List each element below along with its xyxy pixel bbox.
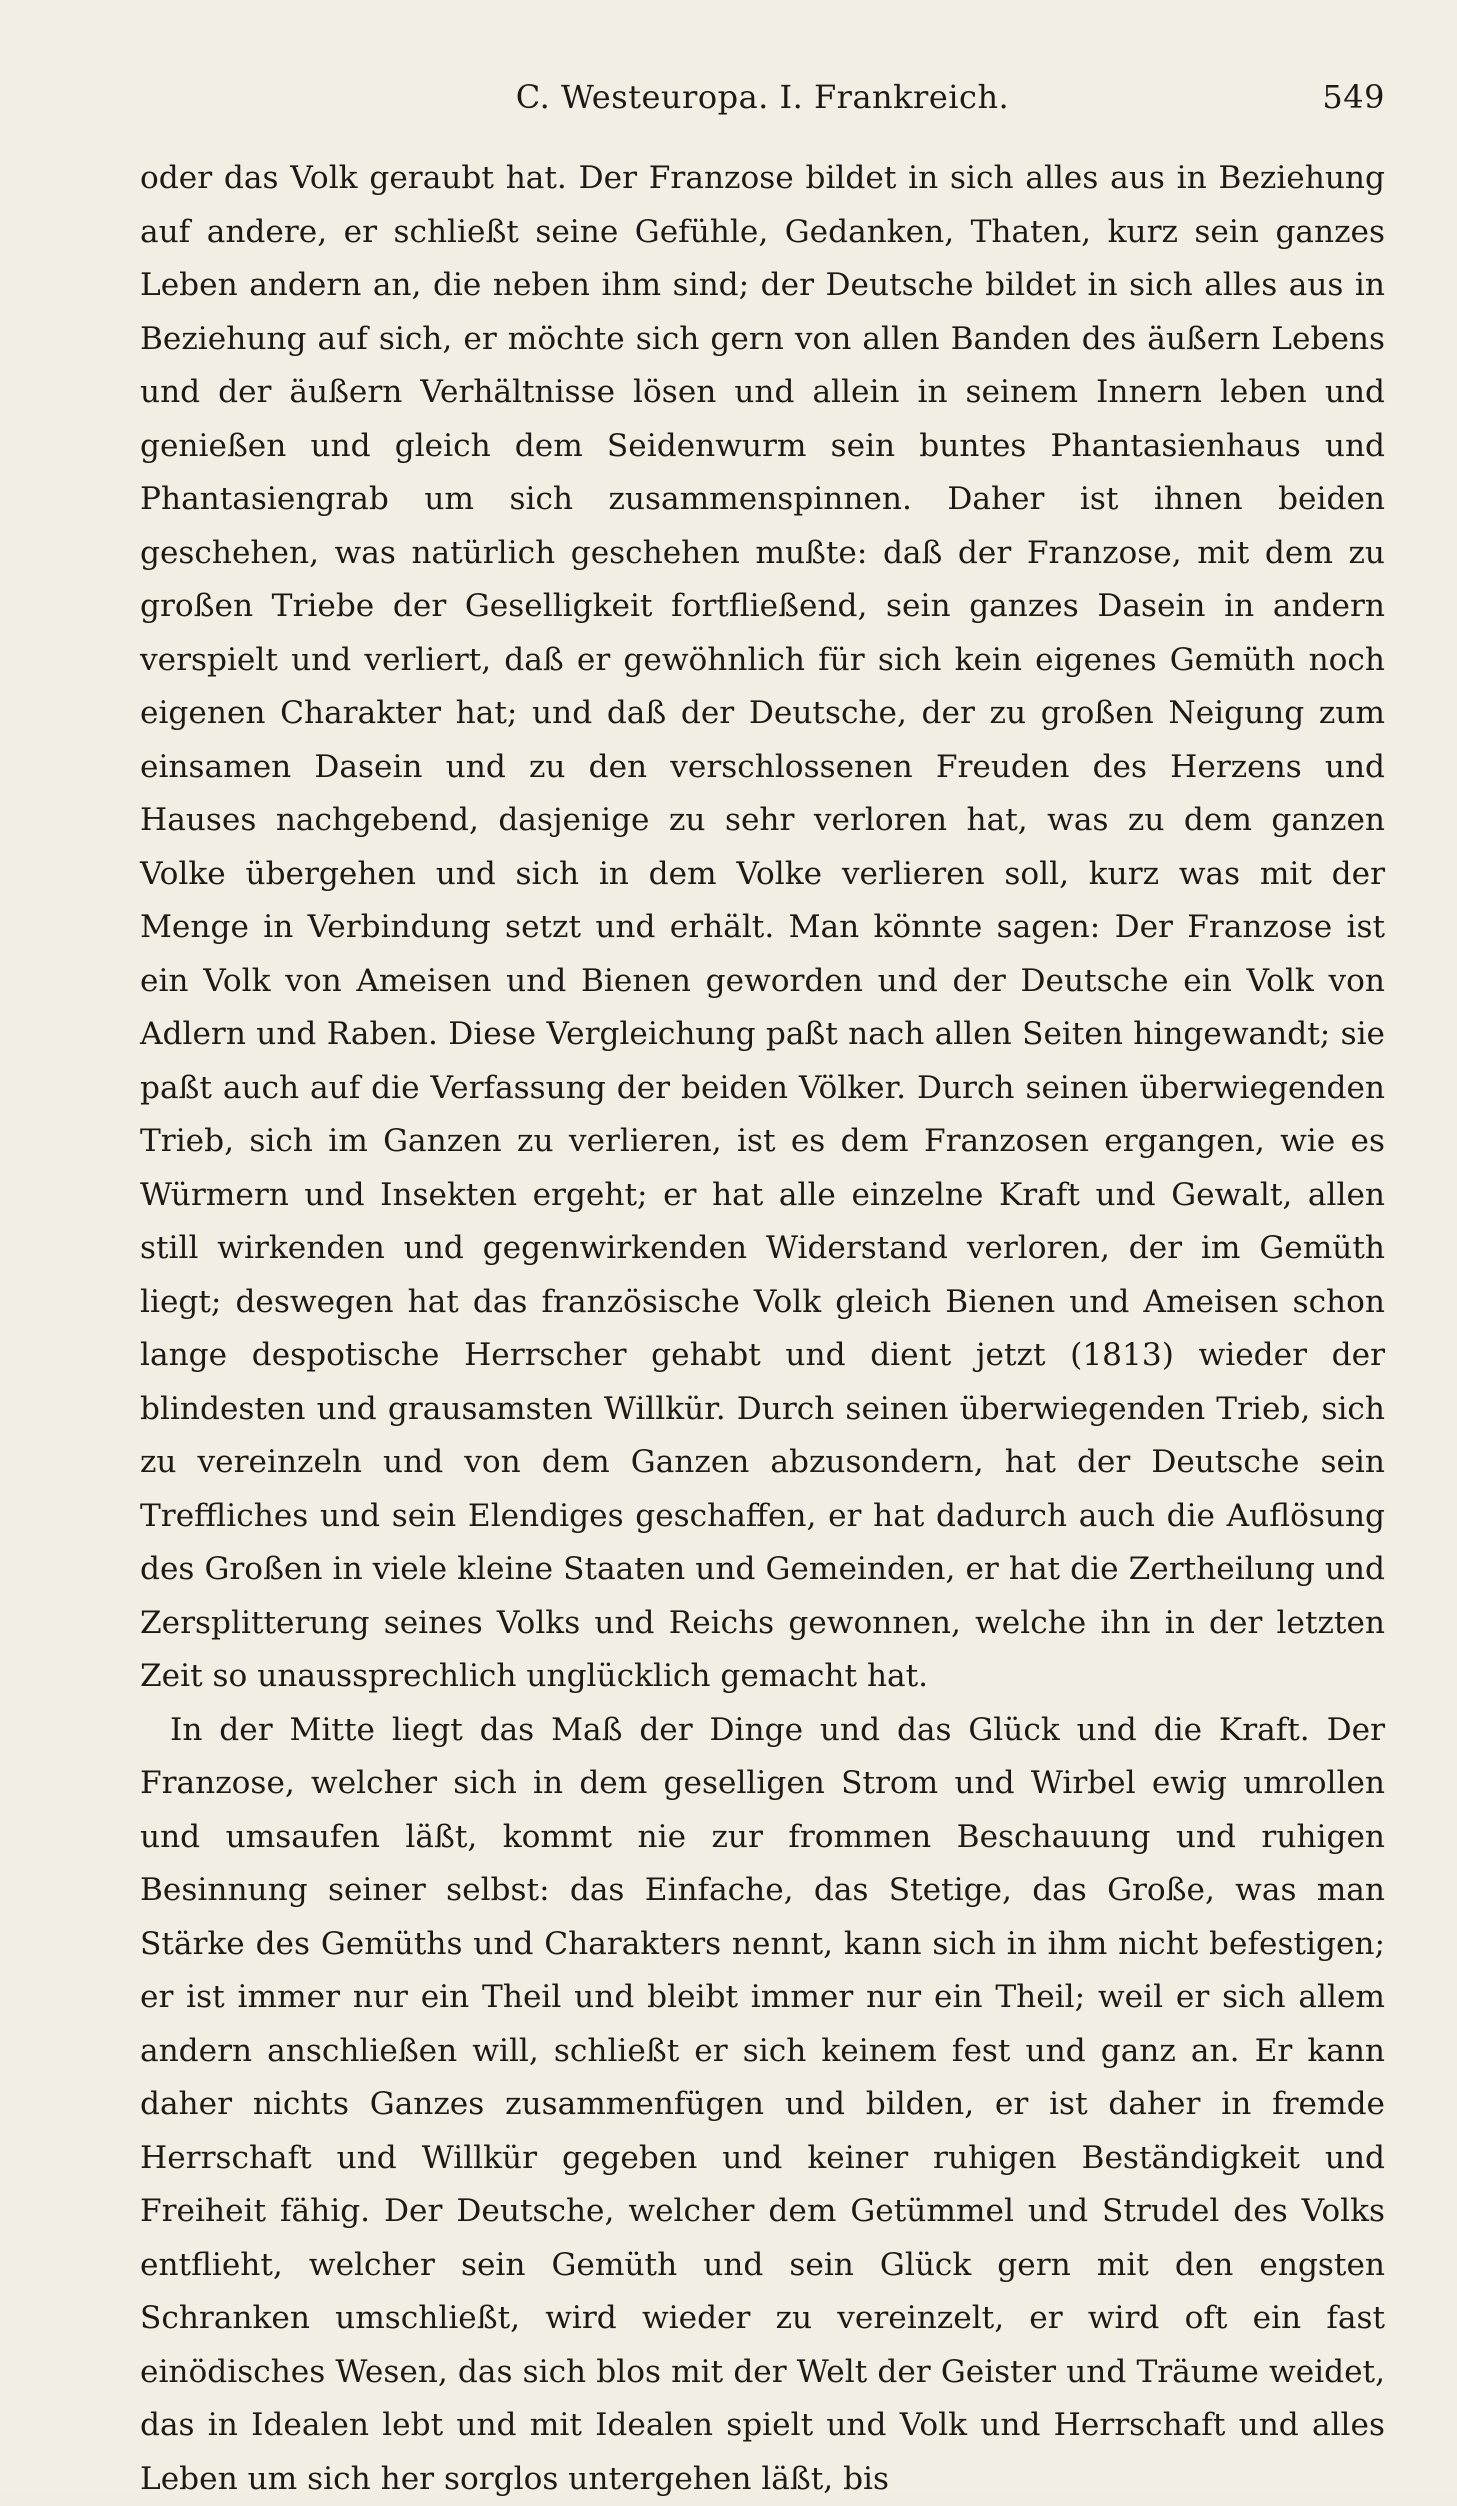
body-text <box>140 152 1385 2506</box>
page-header <box>140 78 1385 118</box>
paragraph-1: oder das Volk geraubt hat. Der Franzose bildet in sich alles aus in Beziehung auf andere, er schließt seine Gefühle, Gedanken, Thaten, kurz sein ganzes Leben andern an, die neben ihm sind; der Deutsche bildet in sich alles aus in Beziehung auf sich, er möchte sich gern von allen Banden des äußern Lebens und der äußern Verhältnisse lösen und allein in seinem Innern leben und genießen und gleich dem Seidenwurm sein buntes Phantasienhaus und Phantasiengrab um sich zusammenspinnen. Daher ist ihnen beiden geschehen, was natürlich geschehen mußte: daß der Franzose, mit dem zu großen Triebe der Geselligkeit fortfließend, sein ganzes Dasein in andern verspielt und verliert, daß er gewöhnlich für sich kein eigenes Gemüth noch eigenen Charakter hat; und daß der Deutsche, der zu großen Neigung zum einsamen Dasein und zu den verschlossenen Freuden des Herzens und Hauses nachgebend, dasjenige zu sehr verloren hat, was zu dem ganzen Volke übergehen und sich in dem Volke verlieren soll, kurz was mit der Menge in Verbindung setzt und erhält. Man könnte sagen: Der Franzose ist ein Volk von Ameisen und Bienen geworden und der Deutsche ein Volk von Adlern und Raben. Diese Vergleichung paßt nach allen Seiten hingewandt; sie paßt auch auf die Verfassung der beiden Völker. Durch seinen überwiegenden Trieb, sich im Ganzen zu verlieren, ist es dem Franzosen ergangen, wie es Würmern und Insekten ergeht; er hat alle einzelne Kraft und Gewalt, allen still wirkenden und gegenwirkenden Widerstand verloren, der im Gemüth liegt; deswegen hat das französische Volk gleich Bienen und Ameisen schon lange despotische Herrscher gehabt und dient jetzt (1813) wieder der blindesten und grausamsten Willkür. Durch seinen überwiegenden Trieb, sich zu vereinzeln und von dem Ganzen abzusondern, hat der Deutsche sein Treffliches und sein Elendiges geschaffen, er hat dadurch auch die Auflösung des Großen in viele kleine Staaten und Gemeinden, er hat die Zertheilung und Zersplitterung seines Volks und Reichs gewonnen, welche ihn in der letzten Zeit so unaussprechlich unglücklich gemacht hat. <box>140 152 1385 1704</box>
paragraph-2: In der Mitte liegt das Maß der Dinge und das Glück und die Kraft. Der Franzose, welcher sich in dem geselligen Strom und Wirbel ewig umrollen und umsaufen läßt, kommt nie zur frommen Beschauung und ruhigen Besinnung seiner selbst: das Einfache, das Stetige, das Große, was man Stärke des Gemüths und Charakters nennt, kann sich in ihm nicht befestigen; er ist immer nur ein Theil und bleibt immer nur ein Theil; weil er sich allem andern anschließen will, schließt er sich keinem fest und ganz an. Er kann daher nichts Ganzes zusammenfügen und bilden, er ist daher in fremde Herrschaft und Willkür gegeben und keiner ruhigen Beständigkeit und Freiheit fähig. Der Deutsche, welcher dem Getümmel und Strudel des Volks entflieht, welcher sein Gemüth und sein Glück gern mit den engsten Schranken umschließt, wird wieder zu vereinzelt, er wird oft ein fast einödisches Wesen, das sich blos mit der Welt der Geister und Träume weidet, das in Idealen lebt und mit Idealen spielt und Volk und Herrschaft und alles Leben um sich her sorglos untergehen läßt, bis <box>140 1704 1385 2506</box>
running-head: C. Westeuropa. I. Frankreich. <box>140 78 1385 116</box>
page-number: 549 <box>1322 78 1385 116</box>
